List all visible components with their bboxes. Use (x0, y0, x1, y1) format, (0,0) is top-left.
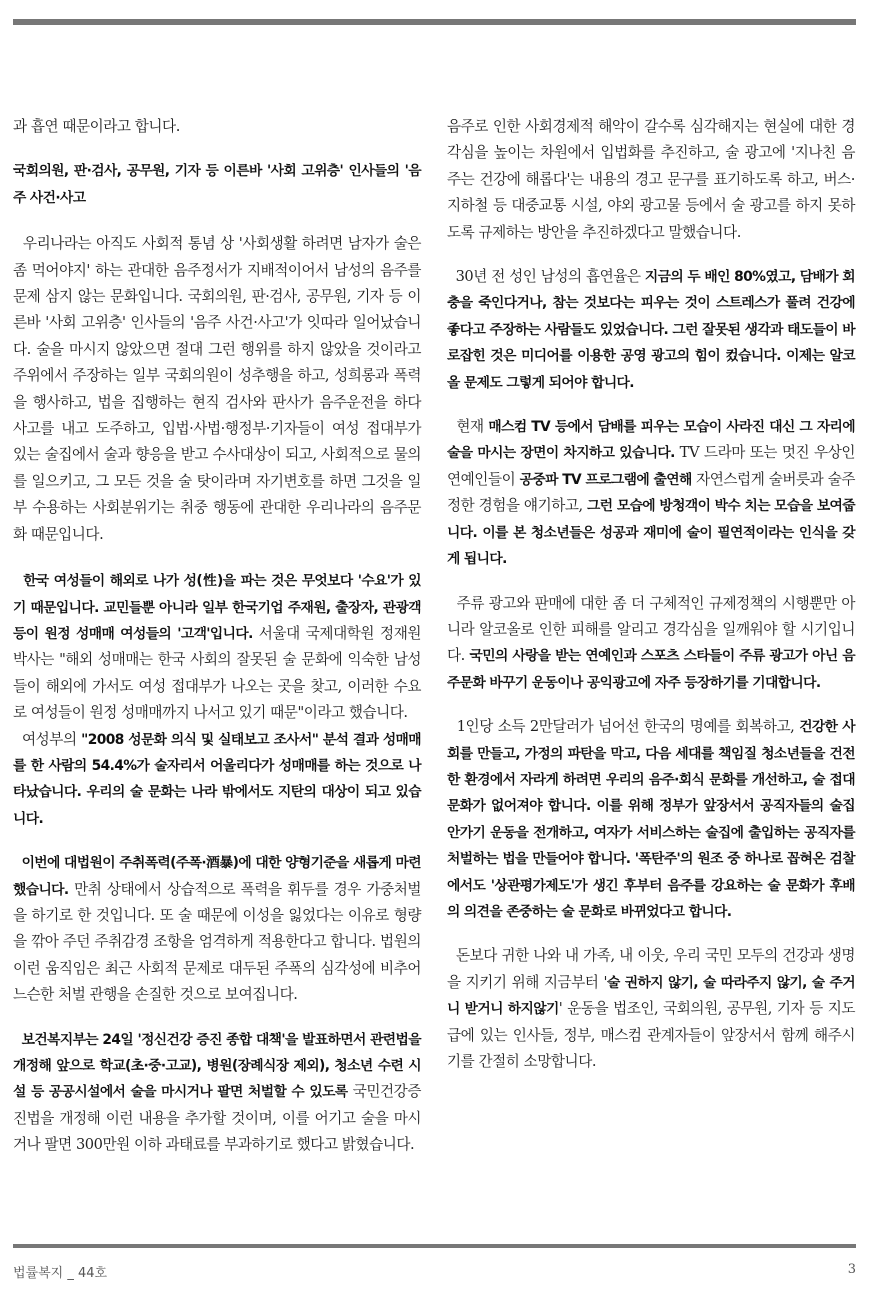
paragraph-text: 국민건강증진법을 개정해 이런 내용을 추가할 것이며, 이를 어기고 술을 마시거나 팔면 300만원 이하 과태료를 부과하기로 했다고 밝혔습니다. (13, 1083, 421, 1154)
paragraph-text: 30년 전 성인 남성의 흡연율은 (455, 268, 645, 286)
paragraph-text: 여성부의 (22, 730, 82, 748)
paragraph-overseas-prostitution (13, 568, 421, 726)
paragraph-culture-change (447, 714, 855, 925)
paragraph-text: ' 운동을 법조인, 국회의원, 공무원, 기자 등 지도급에 있는 인사들, 정부, 매스컴 관계자들이 앞장서서 함께 해주시기를 간절히 소망합니다. (447, 1000, 856, 1070)
paragraph-legislation: 음주로 인한 사회경제적 해악이 갈수록 심각해지는 현실에 대한 경각심을 높이는 차원에서 입법화를 추진하고, 술 광고에 '지나친 음주는 건강에 해롭다'는 내용의 경고 문구를 표기하도록 하고, 버스·지하철 등 대중교통 시설, 야외 광고물 등에서 술 광고를 하지 못하도록 규제하는 방안을 추진하겠다고 말했습니다. (447, 118, 855, 241)
paragraph-text: 만취 상태에서 상습적으로 폭력을 휘두를 경우 가중처벌을 하기로 한 것입니다. 또 술 때문에 이성을 잃었다는 이유로 형량을 깎아 주던 주취감경 조항을 엄격하게 적용한다고 합니다. 법원의 이런 움직임은 최근 사회적 문제로 대두된 주폭의 심각성에 비추어 느슨한 처벌 관행을 손질한 것으로 보여집니다. (13, 880, 421, 1004)
paragraph-conclusion (447, 943, 855, 1075)
page-number: 3 (847, 1262, 856, 1277)
bottom-rule (13, 1244, 856, 1248)
paragraph-text: 자연스럽게 술버릇과 술주정한 경험을 얘기하고, (447, 470, 855, 515)
paragraph-text: 1인당 소득 2만달러가 넘어선 한국의 명예를 회복하고, (456, 718, 800, 736)
bold-text: 보건복지부는 24일 '정신건강 증진 종합 대책'을 발표하면서 관련법을 개정해 앞으로 학교(초·중·고교), 병원(장례식장 제외), 청소년 수련 시설 등 공공시설에서 술을 마시거나 팔면 처벌할 수 있도록 (13, 1031, 421, 1101)
bold-text: 한국 여성들이 해외로 나가 성(性)을 파는 것은 무엇보다 '수요'가 있기 때문입니다. 교민들뿐 아니라 일부 한국기업 주재원, 출장자, 관광객 등이 원정 성매매 여성들의 '고객'입니다. (13, 573, 421, 642)
paragraph-regulation (447, 591, 855, 697)
bold-text: 그런 모습에 방청객이 박수 치는 모습을 보여줍니다. 이를 본 청소년들은 성공과 재미에 술이 필연적이라는 인식을 갖게 됩니다. (447, 498, 855, 568)
paragraph-text: 현재 (456, 418, 489, 436)
paragraph-text: 우리나라는 아직도 사회적 통념 상 '사회생활 하려면 남자가 술은 좀 먹어야지' 하는 관대한 음주정서가 지배적이어서 남성의 음주를 문제 삼지 않는 문화입니다. 국회의원, 판·검사, 공무원, 기자 등 이른바 '사회 고위층' 인사들의 '음주 사건·사고'가 잇따라 일어났습니다. 술을 마시지 않았으면 절대 그런 행위를 하지 않았을 것이라고 주위에서 주장하는 일부 국회의원이 성추행을 하고, 성희롱과 폭력을 행사하고, 법을 집행하는 현직 검사와 판사가 음주운전을 하다 사고를 내고 도주하고, 입법·사법·행정부·기자들이 여성 접대부가 있는 술집에서 술과 향응을 받고 수사대상이 되고, 사회적으로 물의를 일으키고, 그 모든 것을 술 탓이라며 자기변호를 하면 그것을 일부 수용하는 사회분위기는 취중 행동에 관대한 우리나라의 음주문화 때문입니다. (13, 235, 421, 543)
bold-text: 이번에 대법원이 주취폭력(주폭·酒暴)에 대한 양형기준을 새롭게 마련했습니다. (13, 855, 421, 898)
paragraph-media (447, 414, 855, 572)
bold-text: 국민의 사랑을 받는 연예인과 스포츠 스타들이 주류 광고가 아닌 음주문화 바꾸기 운동이나 공익광고에 자주 등장하기를 기대합니다. (447, 648, 855, 691)
top-rule (13, 19, 856, 25)
right-column (447, 114, 855, 1075)
paragraph-survey (13, 727, 421, 833)
bold-text: "2008 성문화 의식 및 실태보고 조사서" 분석 결과 성매매를 한 사람의 54.4%가 술자리서 어울리다가 성매매를 하는 것으로 나타났습니다. 우리의 술 문화는 나라 밖에서도 지탄의 대상이 되고 있습니다. (13, 731, 422, 827)
magazine-issue: 법률복지 _ 44호 (13, 1266, 108, 1281)
bold-text: 공중파 TV 프로그램에 출연해 (519, 471, 692, 488)
paragraph-text: 서울대 국제대학원 정재원 박사는 "해외 성매매는 한국 사회의 잘못된 술 문화에 익숙한 남성들이 해외에 가서도 여성 접대부가 나오는 곳을 찾고, 이러한 수요로 여성들이 원정 성매매까지 나서고 있기 때문"이라고 했습니다. (13, 624, 421, 722)
bold-text: 매스컴 TV 등에서 담배를 피우는 모습이 사라진 대신 그 자리에 술을 마시는 장면이 차지하고 있습니다. (447, 419, 855, 462)
paragraph-text: 주류 광고와 판매에 대한 좀 더 구체적인 규제정책의 시행뿐만 아니라 알코올로 인한 피해를 알리고 경각심을 일깨워야 할 시기입니다. (447, 594, 855, 665)
bold-text: 건강한 사회를 만들고, 가정의 파탄을 막고, 다음 세대를 책임질 청소년들을 건전한 환경에서 자라게 하려면 우리의 음주·회식 문화를 개선하고, 술 접대 문화가 없어져야 합니다. 이를 위해 정부가 앞장서서 공직자들의 술집 안가기 운동을 전개하고, 여자가 서비스하는 술집에 출입하는 공직자를 처벌하는 법을 만들어야 합니다. '폭탄주'의 원조 중 하나로 꼽혀온 검찰에서도 '상관평가제도'가 생긴 후부터 음주를 강요하는 술 문화가 후배의 의견을 존중하는 술 문화로 바뀌었다고 합니다. (447, 719, 855, 920)
bold-text: 지금의 두 배인 80%였고, 담배가 회충을 죽인다거나, 참는 것보다는 피우는 것이 스트레스가 풀려 건강에 좋다고 주장하는 사람들도 있었습니다. 그런 잘못된 생각과 태도들이 바로잡힌 것은 미디어를 이용한 공영 광고의 힘이 컸습니다. 이제는 알코올 문제도 그렇게 되어야 합니다. (447, 269, 855, 391)
paragraph-smoking-rate (447, 264, 855, 396)
paragraph-drinking-culture (13, 231, 421, 548)
paragraph-text: 돈보다 귀한 나와 내 가족, 내 이웃, 우리 국민 모두의 건강과 생명을 지키기 위해 지금부터 ' (447, 947, 855, 991)
paragraph-text: TV 드라마 또는 멋진 우상인 연예인들이 (447, 444, 855, 488)
paragraph-continuation: 과 흡연 때문이라고 합니다. (13, 118, 180, 135)
paragraph-sentencing (13, 850, 421, 1008)
bold-text: 술 권하지 않기, 술 따라주지 않기, 술 주거니 받거니 하지않기 (447, 974, 855, 1018)
section-heading: 국회의원, 판·검사, 공무원, 기자 등 이른바 '사회 고위층' 인사들의 '음주 사건·사고 (13, 163, 421, 206)
paragraph-health-ministry (13, 1027, 421, 1159)
left-column (13, 114, 421, 1159)
